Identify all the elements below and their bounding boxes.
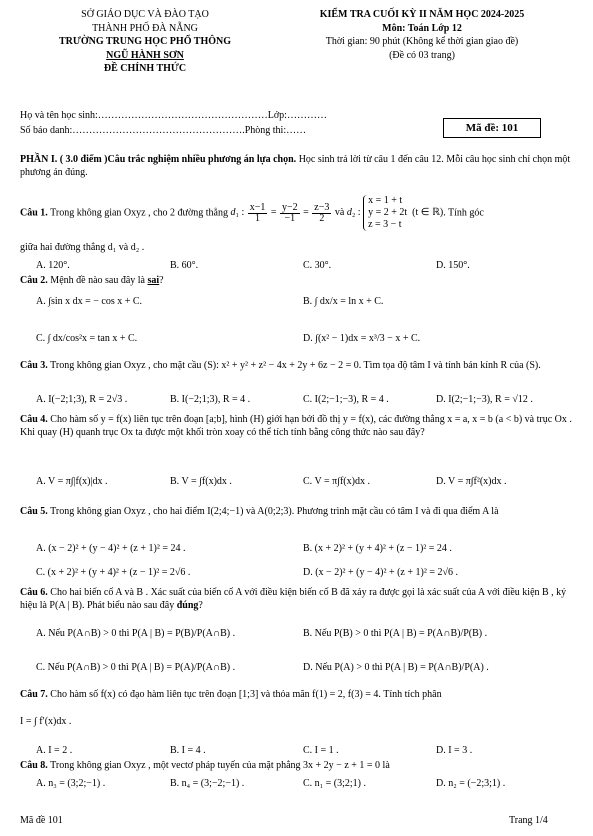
- q6-option-a[interactable]: A. Nếu P(A∩B) > 0 thì P(A | B) = P(B)/P(A∩B) .: [36, 628, 236, 639]
- q2-option-d[interactable]: D. ∫(x² − 1)dx = x³/3 − x + C.: [303, 333, 421, 344]
- q1-label: Câu 1.: [20, 207, 48, 219]
- q6-option-d[interactable]: D. Nếu P(A) > 0 thì P(A | B) = P(A∩B)/P(A) .: [303, 662, 489, 673]
- q3-option-a[interactable]: A. I(−2;1;3), R = 2√3 .: [36, 394, 128, 405]
- q7-option-d[interactable]: D. I = 3 .: [436, 745, 473, 756]
- student-name-line: Họ và tên học sinh:……………………………………………Lớp:…………: [20, 110, 327, 121]
- q8-label: Câu 8.: [20, 760, 48, 771]
- q5-option-d[interactable]: D. (x − 2)² + (y − 4)² + (z + 1)² = 2√6 .: [303, 567, 458, 578]
- q7-option-a[interactable]: A. I = 2 .: [36, 745, 73, 756]
- q6-label: Câu 6.: [20, 587, 48, 598]
- exam-title: KIỂM TRA CUỐI KỲ II NĂM HỌC 2024-2025: [319, 9, 525, 20]
- q5-option-c[interactable]: C. (x + 2)² + (y + 4)² + (z − 1)² = 2√6 .: [36, 567, 191, 578]
- q1-option-c[interactable]: C. 30°.: [303, 260, 332, 271]
- q5-label: Câu 5.: [20, 506, 48, 517]
- footer-code: Mã đề 101: [20, 815, 63, 826]
- q5-option-a[interactable]: A. (x − 2)² + (y − 4)² + (z + 1)² = 24 .: [36, 543, 186, 554]
- question-1: [20, 195, 575, 231]
- q7-text: Cho hàm số f(x) có đạo hàm liên tục trên đoạn [1;3] và thỏa mãn f(1) = 2, f(3) = 4. Tính tích phân: [47, 689, 442, 700]
- q2-end: ?: [159, 275, 164, 286]
- q5-text: Trong không gian Oxyz , cho hai điểm I(2;4;−1) và A(0;2;3). Phương trình mặt cầu có tâm I và đi qua điểm A là: [47, 506, 499, 517]
- official-label: ĐỀ CHÍNH THỨC: [103, 63, 187, 74]
- q3-option-d[interactable]: D. I(2;−1;−3), R = √12 .: [436, 394, 533, 405]
- q7-option-b[interactable]: B. I = 4 .: [170, 745, 206, 756]
- student-id-line: Số báo danh:…………………………………………….Phòng thi:……: [20, 125, 307, 136]
- q3-label: Câu 3.: [20, 360, 48, 371]
- q1-option-a[interactable]: A. 120°.: [36, 260, 70, 271]
- footer-page: Trang 1/4: [509, 815, 548, 826]
- q1-option-d[interactable]: D. 150°.: [436, 260, 470, 271]
- q8-option-d[interactable]: D. n₂ = (−2;3;1) .: [436, 778, 506, 789]
- q4-option-c[interactable]: C. V = π∫f(x)dx .: [303, 476, 370, 487]
- school-line1: TRƯỜNG TRUNG HỌC PHỔ THÔNG: [58, 36, 232, 47]
- q2-emphasis: sai: [147, 275, 160, 286]
- question-6: [20, 586, 575, 612]
- city: THÀNH PHỐ ĐÀ NẴNG: [92, 22, 198, 34]
- header-left: [20, 8, 270, 76]
- q7-line2: I = ∫ f′(x)dx .: [20, 716, 72, 727]
- q6-emphasis: đúng: [176, 600, 199, 611]
- q4-text: Cho hàm số y = f(x) liên tục trên đoạn [a;b], hình (H) giới hạn bởi đồ thị y = f(x), các đường thẳng x = a, x = b (a < b) và trục Ox . Khi quay (H) quanh trục Ox ta được một khối tròn xoay có thể tích tính bằng công thức nào sau đây?: [20, 414, 572, 438]
- q3-option-c[interactable]: C. I(2;−1;−3), R = 4 .: [303, 394, 389, 405]
- question-4: [20, 413, 575, 439]
- q8-option-b[interactable]: B. n₄ = (3;−2;−1) .: [170, 778, 245, 789]
- subject: Môn: Toán Lớp 12: [382, 22, 462, 34]
- exam-code-box: Mã đề: 101: [443, 118, 541, 138]
- q8-option-a[interactable]: A. n₃ = (3;2;−1) .: [36, 778, 106, 789]
- q1-text: Trong không gian Oxyz , cho 2 đường thẳng: [47, 207, 228, 219]
- q2-label: Câu 2.: [20, 275, 48, 286]
- q2-option-a[interactable]: A. ∫sin x dx = − cos x + C.: [36, 296, 143, 307]
- q1-line2: giữa hai đường thẳng d₁ và d₂ .: [20, 242, 145, 253]
- question-3: [20, 359, 575, 372]
- q4-option-d[interactable]: D. V = π∫f²(x)dx .: [436, 476, 507, 487]
- q1-tail: . Tính góc: [443, 207, 484, 219]
- q1-line-d1: d₁ : $\frac{x-1}{1}$ = $\frac{y-2}{-1}$ = $\frac{z-3}{2}$ và d₂ :: [230, 201, 361, 224]
- page-count: (Đề có 03 trang): [389, 49, 455, 61]
- dept: SỞ GIÁO DỤC VÀ ĐÀO TẠO: [81, 9, 209, 20]
- q2-option-b[interactable]: B. ∫ dx/x = ln x + C.: [303, 296, 384, 307]
- q1-system: x = 1 + t y = 2 + 2t (t ∈ ℝ) z = 3 − t: [363, 195, 443, 231]
- q5-option-b[interactable]: B. (x + 2)² + (y + 4)² + (z − 1)² = 24 .: [303, 543, 452, 554]
- part1-heading: [20, 153, 575, 179]
- q8-option-c[interactable]: C. n₁ = (3;2;1) .: [303, 778, 367, 789]
- q7-label: Câu 7.: [20, 689, 48, 700]
- q4-option-b[interactable]: B. V = ∫f(x)dx .: [170, 476, 232, 487]
- question-5: [20, 505, 575, 518]
- q6-option-c[interactable]: C. Nếu P(A∩B) > 0 thì P(A | B) = P(A)/P(A∩B) .: [36, 662, 236, 673]
- q6-end: ?: [198, 600, 203, 611]
- q1-option-b[interactable]: B. 60°.: [170, 260, 199, 271]
- part1-title: PHẦN I. ( 3.0 điểm )Câu trắc nghiệm nhiều phương án lựa chọn.: [20, 154, 297, 165]
- school-line2: NGŨ HÀNH SƠN: [106, 49, 184, 61]
- header-right: [272, 8, 572, 62]
- q7-option-c[interactable]: C. I = 1 .: [303, 745, 339, 756]
- question-2: [20, 274, 575, 287]
- q6-text: Cho hai biến cố A và B . Xác suất của biến cố A với điều kiện biến cố B đã xảy ra được gọi là xác suất của A với điều kiện B , ký hiệu là P(A | B). Phát biểu nào sau đây: [20, 587, 567, 611]
- q3-text: Trong không gian Oxyz , cho mặt cầu (S): x² + y² + z² − 4x + 2y + 6z − 2 = 0. Tìm tọa độ tâm I và tính bán kính R của (S).: [47, 360, 541, 371]
- q2-option-c[interactable]: C. ∫ dx/cos²x = tan x + C.: [36, 333, 138, 344]
- time: Thời gian: 90 phút (Không kể thời gian giao đề): [325, 36, 519, 47]
- q3-option-b[interactable]: B. I(−2;1;3), R = 4 .: [170, 394, 251, 405]
- q6-option-b[interactable]: B. Nếu P(B) > 0 thì P(A | B) = P(A∩B)/P(B) .: [303, 628, 488, 639]
- part1-instructions: Học sinh trả lời từ câu 1 đến câu 12. Mỗi câu học sinh chỉ chọn một phương án đúng.: [20, 154, 571, 178]
- q4-option-a[interactable]: A. V = π∫|f(x)|dx .: [36, 476, 108, 487]
- q4-label: Câu 4.: [20, 414, 48, 425]
- question-7: [20, 688, 575, 701]
- q2-text: Mệnh đề nào sau đây là: [47, 275, 148, 286]
- question-8: [20, 759, 575, 772]
- q8-text: Trong không gian Oxyz , một vectơ pháp tuyến của mặt phẳng 3x + 2y − z + 1 = 0 là: [47, 760, 390, 771]
